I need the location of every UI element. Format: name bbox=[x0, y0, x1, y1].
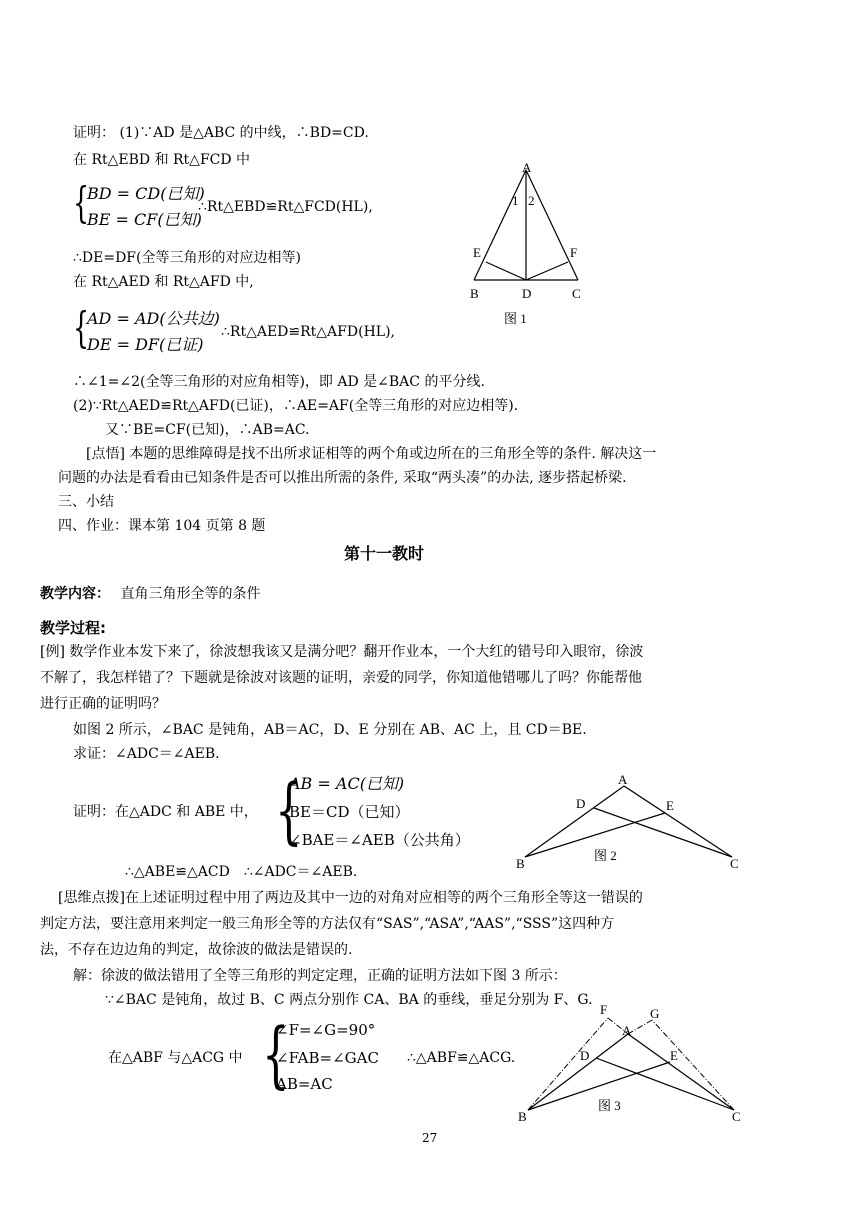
fig1-label-d: D bbox=[522, 286, 532, 301]
fig1-label-a: A bbox=[522, 160, 532, 175]
example-line-2: 不解了，我怎样错了？下题就是徐波对该题的证明，亲爱的同学，你知道他错哪儿了吗？你能帮他 bbox=[40, 670, 642, 686]
brace: { bbox=[73, 303, 90, 352]
fig2-label-d: D bbox=[576, 796, 586, 811]
teaching-content bbox=[40, 584, 260, 604]
teaching-process-label: 教学过程: bbox=[40, 619, 106, 637]
fig3-label-f: F bbox=[600, 1002, 608, 1017]
equation-system-3 bbox=[275, 768, 505, 856]
fig2-caption: 图 2 bbox=[594, 848, 617, 863]
fig1-segment-de bbox=[486, 262, 526, 280]
hint-line-2: 问题的办法是看看由已知条件是否可以推出所需的条件, 采取“两头凑”的办法, 逐步搭起桥梁. bbox=[58, 470, 627, 486]
system-1-line-b: BE = CF(已知) bbox=[87, 210, 202, 229]
proof-line-6: (2)∵Rt△AED≌Rt△AFD(已证)，∴AE=AF(全等三角形的对应边相等). bbox=[73, 398, 519, 414]
brace: { bbox=[262, 1012, 290, 1096]
example-line-4: 如图 2 所示，∠BAC 是钝角，AB＝AC，D、E 分别在 AB、AC 上，且 CD＝BE. bbox=[73, 722, 587, 738]
example-line-1: [例] 数学作业本发下来了，徐波想我该又是满分吧？翻开作业本，一个大红的错号印入眼帘，徐波 bbox=[40, 644, 644, 660]
fig3-side-ac bbox=[628, 1034, 734, 1110]
proof-line-3: ∴DE=DF(全等三角形的对应边相等) bbox=[73, 250, 301, 266]
fig1-caption: 图 1 bbox=[504, 311, 527, 326]
fig1-side-ac bbox=[526, 170, 578, 280]
proof-line-4: 在 Rt△AED 和 Rt△AFD 中, bbox=[73, 274, 254, 290]
system-1-line-a: BD = CD(已知) bbox=[87, 184, 205, 203]
system-1-conclusion: ∴Rt△EBD≌Rt△FCD(HL), bbox=[198, 199, 373, 215]
teaching-content-text: 直角三角形全等的条件 bbox=[120, 586, 261, 602]
tip-line-1: [思维点拨]在上述证明过程中用了两边及其中一边的对角对应相等的两个三角形全等这一错误的 bbox=[58, 890, 643, 906]
fig3-label-a: A bbox=[622, 1023, 632, 1038]
fig3-extension-ga bbox=[628, 1020, 652, 1034]
fig1-label-f: F bbox=[570, 245, 578, 260]
fig3-label-c: C bbox=[732, 1109, 741, 1124]
solution-line-2: ∵∠BAC 是钝角，故过 B、C 两点分别作 CA、BA 的垂线，垂足分别为 F、G. bbox=[105, 992, 593, 1008]
system-4-conclusion: ∴△ABF≌△ACG. bbox=[407, 1050, 516, 1066]
system-2-line-b: DE = DF(已证) bbox=[87, 335, 204, 354]
proof-line-1: 证明： (1)∵AD 是△ABC 的中线，∴BD=CD. bbox=[73, 125, 369, 141]
example-line-5: 求证：∠ADC＝∠AEB. bbox=[73, 746, 220, 762]
example-conclusion: ∴△ABE≌△ACD ∴∠ADC＝∠AEB. bbox=[125, 864, 358, 880]
tip-line-2: 判定方法，要注意用来判定一般三角形全等的方法仅有“SAS”,“ASA”,“AAS”,“SSS”这四种方 bbox=[40, 916, 615, 932]
system-3-line-b: BE＝CD（已知） bbox=[289, 803, 410, 821]
fig3-label-g: G bbox=[650, 1006, 660, 1021]
example-line-3: 进行正确的证明吗？ bbox=[40, 696, 166, 712]
proof-line-2: 在 Rt△EBD 和 Rt△FCD 中 bbox=[73, 152, 251, 168]
page-number: 27 bbox=[422, 1131, 438, 1145]
fig1-label-1: 1 bbox=[512, 193, 519, 208]
section-homework: 四、作业：课本第 104 页第 8 题 bbox=[58, 518, 266, 534]
figure-3 bbox=[512, 1000, 752, 1125]
equation-system-2 bbox=[73, 305, 433, 357]
fig2-label-b: B bbox=[516, 856, 525, 870]
equation-system-1 bbox=[73, 180, 433, 232]
fig2-label-e: E bbox=[666, 798, 674, 813]
fig3-label-d: D bbox=[580, 1048, 590, 1063]
tip-line-3: 法，不存在边边角的判定，故徐波的做法是错误的. bbox=[40, 942, 353, 958]
equation-system-4 bbox=[262, 1012, 552, 1100]
system-3-prefix: 证明：在△ADC 和 ABE 中， bbox=[73, 804, 258, 820]
figure-1 bbox=[460, 160, 600, 330]
system-3-line-c: ∠BAE＝∠AEB（公共角） bbox=[289, 831, 470, 849]
fig2-label-a: A bbox=[618, 772, 628, 787]
solution-line-1: 解：徐波的做法错用了全等三角形的判定定理，正确的证明方法如下图 3 所示： bbox=[73, 968, 567, 984]
fig2-side-ab bbox=[525, 786, 624, 857]
fig1-label-c: C bbox=[572, 286, 581, 301]
fig1-segment-df bbox=[526, 262, 568, 280]
fig3-label-e: E bbox=[670, 1048, 678, 1063]
system-4-line-c: AB=AC bbox=[276, 1075, 333, 1093]
brace: { bbox=[73, 178, 90, 227]
fig1-side-ab bbox=[474, 170, 526, 280]
system-2-conclusion: ∴Rt△AED≌Rt△AFD(HL), bbox=[221, 324, 395, 340]
section-summary: 三、小结 bbox=[58, 494, 114, 510]
fig1-label-e: E bbox=[473, 245, 481, 260]
fig3-caption: 图 3 bbox=[598, 1098, 621, 1113]
fig1-label-b: B bbox=[470, 286, 479, 301]
proof-line-5: ∴∠1=∠2(全等三角形的对应角相等)，即 AD 是∠BAC 的平分线. bbox=[73, 374, 485, 390]
system-3-line-a: AB = AC(已知) bbox=[289, 774, 405, 793]
system-4-line-a: ∠F=∠G=90° bbox=[276, 1021, 376, 1039]
system-4-line-b: ∠FAB=∠GAC bbox=[276, 1049, 379, 1067]
fig3-perpendicular-cg bbox=[652, 1020, 734, 1110]
figure-2 bbox=[510, 770, 750, 870]
teaching-content-label: 教学内容： bbox=[40, 586, 110, 602]
system-4-prefix: 在△ABF 与△ACG 中 bbox=[108, 1050, 243, 1066]
hint-line-1: [点悟] 本题的思维障碍是找不出所求证相等的两个角或边所在的三角形全等的条件. 解决这一 bbox=[86, 446, 657, 462]
proof-line-7: 又∵BE=CF(已知)，∴AB=AC. bbox=[105, 422, 310, 438]
lesson-title: 第十一教时 bbox=[344, 544, 425, 563]
fig3-label-b: B bbox=[518, 1109, 527, 1124]
system-2-line-a: AD = AD(公共边) bbox=[87, 309, 220, 328]
brace: { bbox=[275, 768, 303, 852]
fig1-label-2: 2 bbox=[528, 193, 535, 208]
fig2-label-c: C bbox=[730, 856, 739, 870]
fig2-side-ac bbox=[624, 786, 732, 857]
